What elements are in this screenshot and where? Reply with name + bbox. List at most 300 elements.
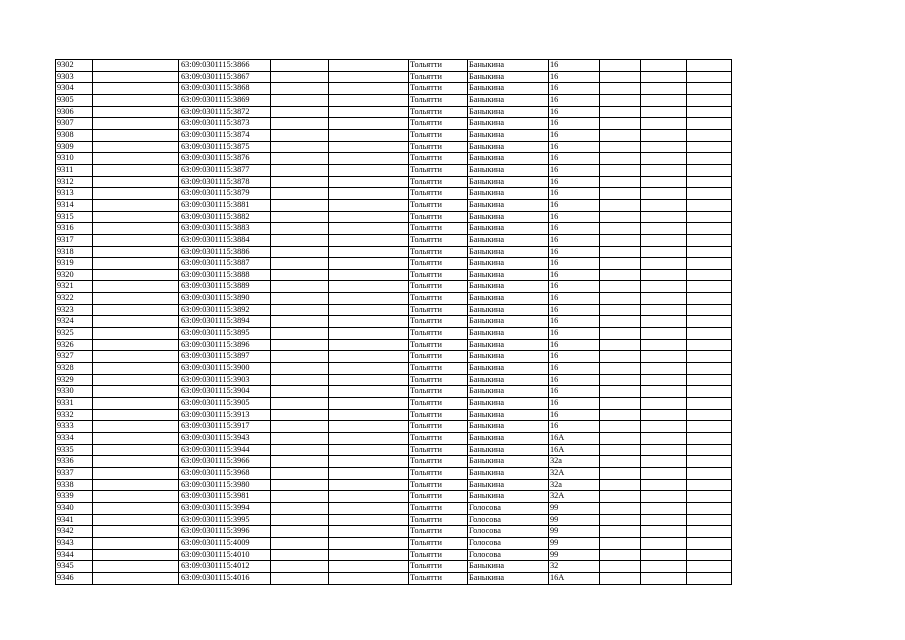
empty-cell: [687, 444, 732, 456]
empty-cell: [329, 71, 409, 83]
house-cell: 16: [549, 421, 600, 433]
city-cell: Тольятти: [409, 106, 468, 118]
table-row: [56, 444, 732, 456]
empty-cell: [329, 106, 409, 118]
street-cell: Голосова: [468, 526, 549, 538]
empty-cell: [641, 304, 687, 316]
empty-cell: [329, 281, 409, 293]
cadastral-number-cell: 63:09:0301115:3872: [179, 106, 271, 118]
empty-cell: [329, 409, 409, 421]
city-cell: Тольятти: [409, 118, 468, 130]
empty-cell: [271, 526, 329, 538]
empty-cell: [600, 339, 641, 351]
street-cell: Баныкина: [468, 94, 549, 106]
city-cell: Тольятти: [409, 94, 468, 106]
empty-cell: [271, 293, 329, 305]
empty-cell: [271, 328, 329, 340]
empty-cell: [600, 223, 641, 235]
empty-cell: [687, 549, 732, 561]
empty-cell: [271, 398, 329, 410]
house-cell: 16А: [549, 433, 600, 445]
empty-cell: [641, 246, 687, 258]
empty-cell: [600, 444, 641, 456]
empty-cell: [600, 456, 641, 468]
row-number-cell: 9326: [56, 339, 93, 351]
empty-cell: [600, 281, 641, 293]
city-cell: Тольятти: [409, 421, 468, 433]
empty-cell: [329, 363, 409, 375]
house-cell: 16: [549, 83, 600, 95]
empty-cell: [93, 456, 179, 468]
city-cell: Тольятти: [409, 223, 468, 235]
street-cell: Баныкина: [468, 246, 549, 258]
empty-cell: [687, 94, 732, 106]
empty-cell: [641, 328, 687, 340]
table-row: [56, 502, 732, 514]
empty-cell: [329, 234, 409, 246]
empty-cell: [641, 339, 687, 351]
house-cell: 16: [549, 351, 600, 363]
empty-cell: [600, 106, 641, 118]
empty-cell: [329, 491, 409, 503]
empty-cell: [641, 269, 687, 281]
city-cell: Тольятти: [409, 398, 468, 410]
empty-cell: [329, 421, 409, 433]
empty-cell: [93, 537, 179, 549]
table-row: [56, 514, 732, 526]
row-number-cell: 9317: [56, 234, 93, 246]
table-row: [56, 164, 732, 176]
empty-cell: [93, 269, 179, 281]
house-cell: 16: [549, 199, 600, 211]
table-row: [56, 141, 732, 153]
city-cell: Тольятти: [409, 316, 468, 328]
street-cell: Баныкина: [468, 339, 549, 351]
empty-cell: [329, 572, 409, 584]
house-cell: 32: [549, 561, 600, 573]
empty-cell: [687, 456, 732, 468]
empty-cell: [271, 409, 329, 421]
house-cell: 16А: [549, 444, 600, 456]
table-row: [56, 269, 732, 281]
cadastral-number-cell: 63:09:0301115:3873: [179, 118, 271, 130]
empty-cell: [641, 514, 687, 526]
empty-cell: [271, 363, 329, 375]
empty-cell: [329, 293, 409, 305]
street-cell: Баныкина: [468, 572, 549, 584]
empty-cell: [641, 153, 687, 165]
house-cell: 32А: [549, 491, 600, 503]
cadastral-number-cell: 63:09:0301115:4012: [179, 561, 271, 573]
empty-cell: [271, 549, 329, 561]
empty-cell: [687, 71, 732, 83]
house-cell: 16: [549, 386, 600, 398]
house-cell: 16: [549, 118, 600, 130]
street-cell: Баныкина: [468, 304, 549, 316]
city-cell: Тольятти: [409, 258, 468, 270]
row-number-cell: 9322: [56, 293, 93, 305]
empty-cell: [93, 386, 179, 398]
city-cell: Тольятти: [409, 141, 468, 153]
city-cell: Тольятти: [409, 328, 468, 340]
row-number-cell: 9339: [56, 491, 93, 503]
empty-cell: [641, 94, 687, 106]
empty-cell: [600, 398, 641, 410]
empty-cell: [600, 421, 641, 433]
cadastral-number-cell: 63:09:0301115:3900: [179, 363, 271, 375]
cadastral-number-cell: 63:09:0301115:3874: [179, 129, 271, 141]
street-cell: Баныкина: [468, 561, 549, 573]
empty-cell: [329, 479, 409, 491]
empty-cell: [93, 118, 179, 130]
empty-cell: [641, 71, 687, 83]
city-cell: Тольятти: [409, 363, 468, 375]
empty-cell: [687, 60, 732, 72]
empty-cell: [641, 561, 687, 573]
empty-cell: [641, 467, 687, 479]
cadastral-number-cell: 63:09:0301115:3878: [179, 176, 271, 188]
empty-cell: [93, 153, 179, 165]
empty-cell: [687, 514, 732, 526]
empty-cell: [641, 176, 687, 188]
empty-cell: [329, 502, 409, 514]
empty-cell: [93, 293, 179, 305]
city-cell: Тольятти: [409, 444, 468, 456]
empty-cell: [329, 467, 409, 479]
empty-cell: [271, 164, 329, 176]
empty-cell: [641, 199, 687, 211]
empty-cell: [687, 153, 732, 165]
empty-cell: [93, 433, 179, 445]
empty-cell: [600, 234, 641, 246]
city-cell: Тольятти: [409, 129, 468, 141]
empty-cell: [600, 71, 641, 83]
empty-cell: [600, 129, 641, 141]
table-row: [56, 467, 732, 479]
empty-cell: [329, 164, 409, 176]
street-cell: Баныкина: [468, 491, 549, 503]
empty-cell: [93, 129, 179, 141]
city-cell: Тольятти: [409, 409, 468, 421]
street-cell: Баныкина: [468, 176, 549, 188]
empty-cell: [687, 129, 732, 141]
house-cell: 32А: [549, 467, 600, 479]
city-cell: Тольятти: [409, 293, 468, 305]
empty-cell: [641, 141, 687, 153]
empty-cell: [600, 549, 641, 561]
empty-cell: [600, 118, 641, 130]
empty-cell: [641, 479, 687, 491]
empty-cell: [271, 199, 329, 211]
registry-table: [55, 59, 732, 585]
row-number-cell: 9318: [56, 246, 93, 258]
city-cell: Тольятти: [409, 537, 468, 549]
empty-cell: [600, 561, 641, 573]
empty-cell: [600, 502, 641, 514]
empty-cell: [687, 386, 732, 398]
empty-cell: [93, 363, 179, 375]
empty-cell: [329, 223, 409, 235]
table-row: [56, 129, 732, 141]
empty-cell: [600, 269, 641, 281]
empty-cell: [600, 199, 641, 211]
empty-cell: [641, 351, 687, 363]
street-cell: Баныкина: [468, 374, 549, 386]
cadastral-number-cell: 63:09:0301115:3994: [179, 502, 271, 514]
empty-cell: [600, 572, 641, 584]
city-cell: Тольятти: [409, 304, 468, 316]
table-row: [56, 246, 732, 258]
row-number-cell: 9304: [56, 83, 93, 95]
empty-cell: [271, 211, 329, 223]
empty-cell: [93, 223, 179, 235]
street-cell: Баныкина: [468, 164, 549, 176]
empty-cell: [600, 479, 641, 491]
row-number-cell: 9306: [56, 106, 93, 118]
empty-cell: [641, 234, 687, 246]
row-number-cell: 9328: [56, 363, 93, 375]
empty-cell: [329, 304, 409, 316]
city-cell: Тольятти: [409, 269, 468, 281]
empty-cell: [93, 339, 179, 351]
empty-cell: [271, 502, 329, 514]
city-cell: Тольятти: [409, 351, 468, 363]
city-cell: Тольятти: [409, 60, 468, 72]
empty-cell: [687, 572, 732, 584]
house-cell: 16: [549, 129, 600, 141]
city-cell: Тольятти: [409, 164, 468, 176]
street-cell: Баныкина: [468, 129, 549, 141]
table-row: [56, 491, 732, 503]
empty-cell: [600, 491, 641, 503]
house-cell: 16: [549, 153, 600, 165]
row-number-cell: 9325: [56, 328, 93, 340]
empty-cell: [687, 479, 732, 491]
empty-cell: [329, 398, 409, 410]
street-cell: Баныкина: [468, 433, 549, 445]
house-cell: 16А: [549, 572, 600, 584]
city-cell: Тольятти: [409, 281, 468, 293]
cadastral-number-cell: 63:09:0301115:3868: [179, 83, 271, 95]
empty-cell: [600, 293, 641, 305]
house-cell: 16: [549, 363, 600, 375]
street-cell: Баныкина: [468, 141, 549, 153]
empty-cell: [93, 71, 179, 83]
empty-cell: [271, 351, 329, 363]
empty-cell: [271, 258, 329, 270]
row-number-cell: 9332: [56, 409, 93, 421]
empty-cell: [271, 118, 329, 130]
empty-cell: [600, 141, 641, 153]
street-cell: Баныкина: [468, 83, 549, 95]
empty-cell: [600, 60, 641, 72]
empty-cell: [687, 433, 732, 445]
empty-cell: [329, 246, 409, 258]
empty-cell: [687, 421, 732, 433]
table-row: [56, 176, 732, 188]
empty-cell: [329, 269, 409, 281]
empty-cell: [271, 94, 329, 106]
empty-cell: [687, 537, 732, 549]
empty-cell: [600, 153, 641, 165]
table-row: [56, 153, 732, 165]
street-cell: Баныкина: [468, 351, 549, 363]
empty-cell: [329, 433, 409, 445]
table-row: [56, 398, 732, 410]
city-cell: Тольятти: [409, 153, 468, 165]
empty-cell: [93, 304, 179, 316]
row-number-cell: 9343: [56, 537, 93, 549]
empty-cell: [93, 316, 179, 328]
empty-cell: [600, 164, 641, 176]
row-number-cell: 9324: [56, 316, 93, 328]
row-number-cell: 9307: [56, 118, 93, 130]
table-row: [56, 281, 732, 293]
empty-cell: [93, 421, 179, 433]
empty-cell: [93, 549, 179, 561]
street-cell: Баныкина: [468, 188, 549, 200]
row-number-cell: 9344: [56, 549, 93, 561]
empty-cell: [329, 83, 409, 95]
empty-cell: [93, 351, 179, 363]
empty-cell: [93, 398, 179, 410]
empty-cell: [93, 246, 179, 258]
empty-cell: [600, 409, 641, 421]
empty-cell: [687, 258, 732, 270]
row-number-cell: 9334: [56, 433, 93, 445]
row-number-cell: 9327: [56, 351, 93, 363]
house-cell: 16: [549, 328, 600, 340]
house-cell: 32а: [549, 456, 600, 468]
empty-cell: [641, 293, 687, 305]
empty-cell: [641, 129, 687, 141]
street-cell: Баныкина: [468, 153, 549, 165]
cadastral-number-cell: 63:09:0301115:3995: [179, 514, 271, 526]
cadastral-number-cell: 63:09:0301115:3917: [179, 421, 271, 433]
table-row: [56, 339, 732, 351]
house-cell: 16: [549, 281, 600, 293]
street-cell: Баныкина: [468, 409, 549, 421]
empty-cell: [329, 258, 409, 270]
empty-cell: [641, 386, 687, 398]
city-cell: Тольятти: [409, 433, 468, 445]
empty-cell: [93, 188, 179, 200]
row-number-cell: 9345: [56, 561, 93, 573]
table-row: [56, 526, 732, 538]
cadastral-number-cell: 63:09:0301115:4009: [179, 537, 271, 549]
cadastral-number-cell: 63:09:0301115:3894: [179, 316, 271, 328]
house-cell: 99: [549, 514, 600, 526]
empty-cell: [641, 409, 687, 421]
empty-cell: [93, 467, 179, 479]
empty-cell: [641, 398, 687, 410]
house-cell: 16: [549, 339, 600, 351]
empty-cell: [271, 339, 329, 351]
table-row: [56, 71, 732, 83]
empty-cell: [600, 351, 641, 363]
cadastral-number-cell: 63:09:0301115:3883: [179, 223, 271, 235]
cadastral-number-cell: 63:09:0301115:3966: [179, 456, 271, 468]
city-cell: Тольятти: [409, 199, 468, 211]
house-cell: 32а: [549, 479, 600, 491]
table-row: [56, 304, 732, 316]
city-cell: Тольятти: [409, 456, 468, 468]
empty-cell: [93, 141, 179, 153]
empty-cell: [93, 514, 179, 526]
empty-cell: [93, 491, 179, 503]
street-cell: Баныкина: [468, 258, 549, 270]
house-cell: 99: [549, 537, 600, 549]
empty-cell: [93, 572, 179, 584]
empty-cell: [641, 491, 687, 503]
empty-cell: [641, 572, 687, 584]
row-number-cell: 9336: [56, 456, 93, 468]
table-body: [56, 60, 732, 585]
empty-cell: [329, 211, 409, 223]
empty-cell: [271, 106, 329, 118]
empty-cell: [600, 304, 641, 316]
house-cell: 99: [549, 502, 600, 514]
house-cell: 16: [549, 246, 600, 258]
empty-cell: [687, 467, 732, 479]
table-row: [56, 199, 732, 211]
street-cell: Баныкина: [468, 199, 549, 211]
city-cell: Тольятти: [409, 211, 468, 223]
empty-cell: [93, 106, 179, 118]
row-number-cell: 9308: [56, 129, 93, 141]
table-row: [56, 561, 732, 573]
row-number-cell: 9340: [56, 502, 93, 514]
empty-cell: [600, 433, 641, 445]
empty-cell: [271, 514, 329, 526]
empty-cell: [687, 188, 732, 200]
empty-cell: [687, 118, 732, 130]
empty-cell: [687, 246, 732, 258]
house-cell: 16: [549, 374, 600, 386]
empty-cell: [271, 374, 329, 386]
cadastral-number-cell: 63:09:0301115:3944: [179, 444, 271, 456]
city-cell: Тольятти: [409, 386, 468, 398]
cadastral-number-cell: 63:09:0301115:3996: [179, 526, 271, 538]
table-row: [56, 479, 732, 491]
empty-cell: [641, 456, 687, 468]
row-number-cell: 9331: [56, 398, 93, 410]
cadastral-number-cell: 63:09:0301115:3877: [179, 164, 271, 176]
table-row: [56, 328, 732, 340]
row-number-cell: 9335: [56, 444, 93, 456]
city-cell: Тольятти: [409, 246, 468, 258]
cadastral-number-cell: 63:09:0301115:4010: [179, 549, 271, 561]
cadastral-number-cell: 63:09:0301115:3904: [179, 386, 271, 398]
empty-cell: [687, 351, 732, 363]
city-cell: Тольятти: [409, 549, 468, 561]
empty-cell: [93, 234, 179, 246]
empty-cell: [687, 339, 732, 351]
cadastral-number-cell: 63:09:0301115:3968: [179, 467, 271, 479]
empty-cell: [641, 549, 687, 561]
row-number-cell: 9341: [56, 514, 93, 526]
street-cell: Баныкина: [468, 316, 549, 328]
cadastral-number-cell: 63:09:0301115:3876: [179, 153, 271, 165]
row-number-cell: 9330: [56, 386, 93, 398]
empty-cell: [687, 502, 732, 514]
empty-cell: [641, 374, 687, 386]
empty-cell: [600, 188, 641, 200]
city-cell: Тольятти: [409, 479, 468, 491]
city-cell: Тольятти: [409, 176, 468, 188]
empty-cell: [329, 374, 409, 386]
table-row: [56, 421, 732, 433]
